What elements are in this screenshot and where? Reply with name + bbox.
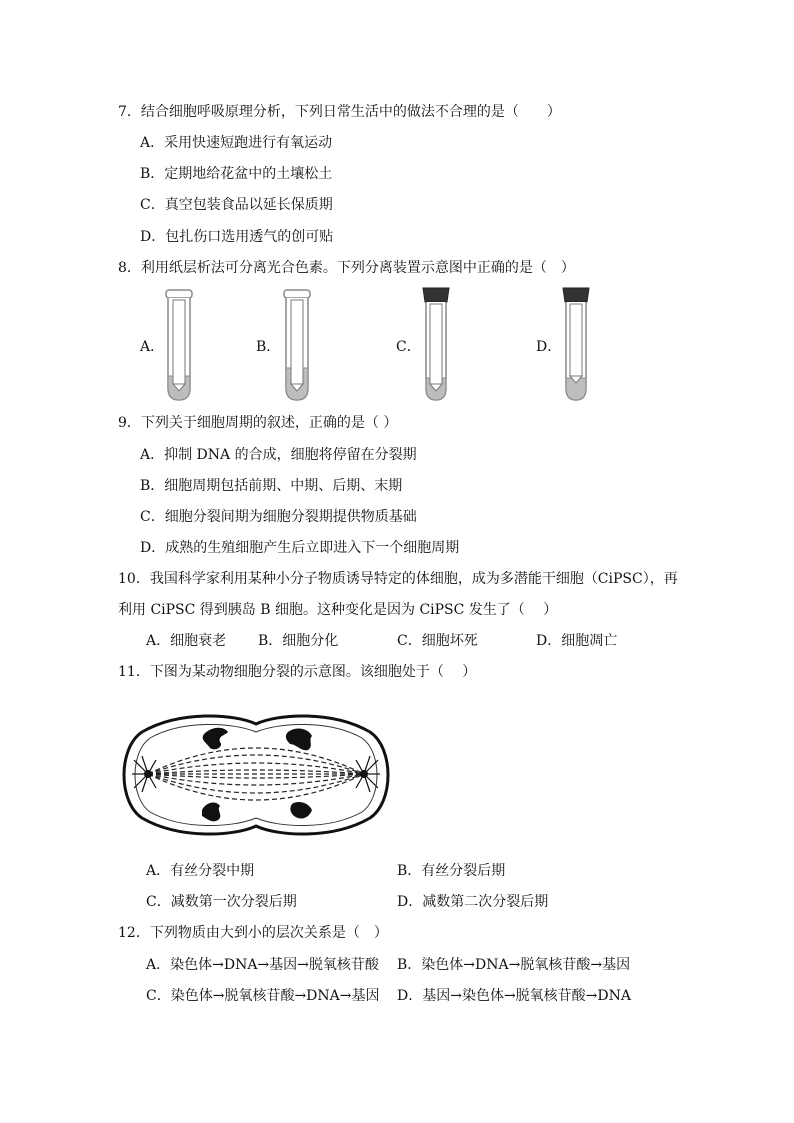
test-tube-a-figure	[164, 288, 194, 404]
q10-option-c: C．细胞坏死	[397, 633, 478, 649]
test-tube-d-figure	[560, 286, 592, 404]
q12-option-c: C．染色体→脱氧核苷酸→DNA→基因	[146, 988, 380, 1004]
q10-option-b: B．细胞分化	[258, 633, 339, 649]
q11-option-c: C．减数第一次分裂后期	[146, 894, 297, 910]
q9-option-a: A．抑制 DNA 的合成，细胞将停留在分裂期	[140, 447, 417, 463]
q8-label-b: B．	[256, 339, 281, 355]
q12-stem: 12．下列物质由大到小的层次关系是（ ）	[118, 925, 388, 941]
q8-label-d: D．	[536, 339, 562, 355]
q8-stem: 8．利用纸层析法可分离光合色素。下列分离装置示意图中正确的是（ ）	[118, 260, 575, 276]
q7-option-b: B．定期地给花盆中的土壤松土	[140, 166, 333, 182]
q10-stem-line1: 10．我国科学家利用某种小分子物质诱导特定的体细胞，成为多潜能干细胞（CiPSC），再	[118, 571, 678, 587]
q12-option-b: B．染色体→DNA→脱氧核苷酸→基因	[397, 957, 631, 973]
q11-stem: 11．下图为某动物细胞分裂的示意图。该细胞处于（ ）	[118, 664, 477, 680]
q7-option-d: D．包扎伤口选用透气的创可贴	[140, 229, 334, 245]
q9-option-c: C．细胞分裂间期为细胞分裂期提供物质基础	[140, 509, 417, 525]
q7-option-c: C．真空包装食品以延长保质期	[140, 197, 333, 213]
q7-option-a: A．采用快速短跑进行有氧运动	[140, 135, 333, 151]
test-tube-c-figure	[420, 286, 452, 404]
q12-option-a: A．染色体→DNA→基因→脱氧核苷酸	[146, 957, 379, 973]
q9-stem: 9．下列关于细胞周期的叙述，正确的是（ ）	[118, 415, 398, 431]
q10-option-d: D．细胞凋亡	[536, 633, 618, 649]
q9-option-b: B．细胞周期包括前期、中期、后期、末期	[140, 478, 403, 494]
q11-option-b: B．有丝分裂后期	[397, 863, 506, 879]
cell-division-figure	[120, 712, 392, 838]
q8-label-c: C．	[396, 339, 421, 355]
q9-option-d: D．成熟的生殖细胞产生后立即进入下一个细胞周期	[140, 540, 460, 556]
q10-option-a: A．细胞衰老	[146, 633, 227, 649]
test-tube-b-figure	[282, 288, 312, 404]
q10-stem-line2: 利用 CiPSC 得到胰岛 B 细胞。这种变化是因为 CiPSC 发生了（ ）	[118, 602, 558, 618]
q11-option-d: D．减数第二次分裂后期	[397, 894, 549, 910]
q8-label-a: A．	[140, 339, 165, 355]
q12-option-d: D．基因→染色体→脱氧核苷酸→DNA	[397, 988, 632, 1004]
q11-option-a: A．有丝分裂中期	[146, 863, 255, 879]
q7-stem: 7．结合细胞呼吸原理分析，下列日常生活中的做法不合理的是（ ）	[118, 104, 561, 120]
